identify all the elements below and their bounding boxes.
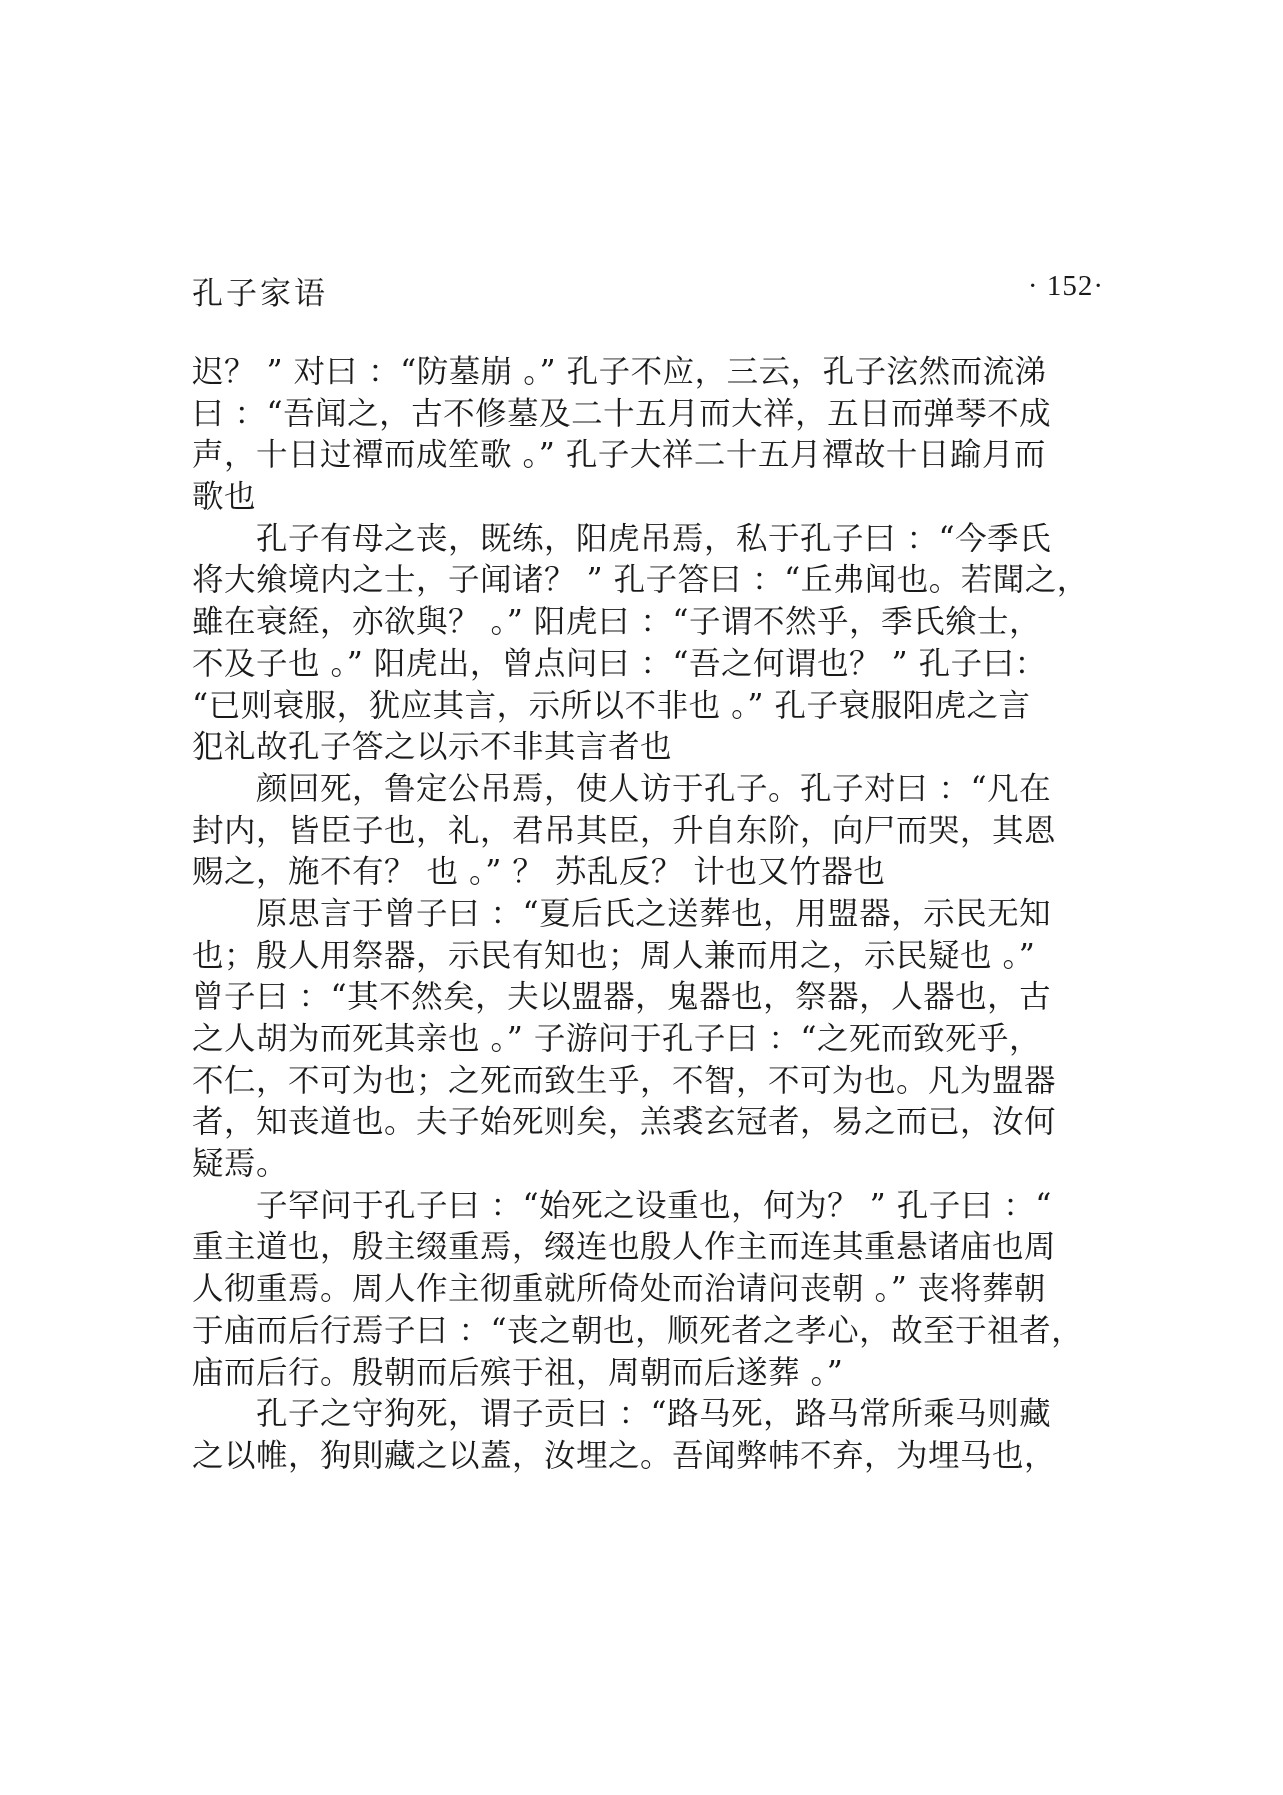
paragraph-first-line: 孔子之守狗死，谓子贡曰 ：“路马死，路马常所乘马则藏 (256, 1396, 1052, 1433)
text-line: 庙而后行。殷朝而后殡于祖，周朝而后遂葬 。” (192, 1354, 844, 1391)
text-line: “已则衰服，犹应其言，示所以不非也 。” 孔子衰服阳虎之言 (192, 687, 1031, 724)
text-line: 也；殷人用祭器，示民有知也；周人兼而用之，示民疑也 。” (192, 937, 1036, 974)
text-line: 迟？ ” 对曰 ：“防墓崩 。” 孔子不应，三云，孔子泫然而流涕 (192, 354, 1047, 390)
text-line: 不及子也 。” 阳虎出，曾点问曰 ：“吾之何谓也？ ” 孔子曰： (192, 645, 1047, 682)
text-line: 歌也 (192, 479, 257, 516)
text-line: 将大飨境内之士，子闻诸？ ” 孔子答曰 ：“丘弗闻也。若聞之， (192, 562, 1089, 599)
text-line: 声，十日过禫而成笙歌 。” 孔子大祥二十五月禫故十日踰月而 (192, 437, 1046, 474)
paragraph-first-line: 原思言于曾子曰 ：“夏后氏之送葬也，用盟器，示民无知 (256, 895, 1052, 932)
text-line: 曰 ：“吾闻之，古不修墓及二十五月而大祥，五日而弹琴不成 (192, 395, 1052, 432)
paragraph-first-line: 颜回死，鲁定公吊焉，使人访于孔子。孔子对曰 ：“凡在 (256, 770, 1052, 807)
text-line: 疑焉。 (192, 1146, 289, 1183)
text-line: 封内，皆臣子也，礼，君吊其臣，升自东阶，向尸而哭，其恩 (192, 812, 1057, 849)
text-line: 犯礼故孔子答之以示不非其言者也 (192, 729, 673, 766)
text-line: 不仁，不可为也；之死而致生乎，不智，不可为也。凡为盟器 (192, 1062, 1057, 1099)
paragraph-first-line: 孔子有母之丧，既练，阳虎吊焉，私于孔子曰 ：“今季氏 (256, 520, 1052, 557)
text-line: 人彻重焉。周人作主彻重就所倚处而治请问丧朝 。” 丧将葬朝 (192, 1271, 1046, 1308)
text-line: 于庙而后行焉子曰 ：“丧之朝也，顺死者之孝心，故至于祖者， (192, 1312, 1084, 1349)
paragraph-first-line: 子罕问于孔子曰 ：“始死之设重也，何为？ ” 孔子曰 ：“ (256, 1187, 1052, 1224)
book-title: 孔子家语 (192, 276, 328, 312)
page-header (192, 268, 1104, 314)
text-line: 者，知丧道也。夫子始死则矣，羔裘玄冠者，易之而已，汝何 (192, 1104, 1057, 1141)
text-line: 雖在衰絰，亦欲與？ 。” 阳虎曰 ：“子谓不然乎，季氏飨士， (192, 604, 1041, 641)
text-line: 重主道也，殷主缀重焉，缀连也殷人作主而连其重悬诸庙也周 (192, 1229, 1057, 1266)
text-body (192, 352, 1104, 1478)
text-line: 之以帷，狗則藏之以蓋，汝埋之。吾闻弊帏不弃，为埋马也， (192, 1437, 1057, 1474)
text-line: 之人胡为而死其亲也 。” 子游问于孔子曰 ：“之死而致死乎， (192, 1021, 1041, 1057)
page-number: · 152· (1027, 270, 1104, 302)
text-line: 赐之，施不有？ 也 。” ？ 苏乱反？ 计也又竹器也 (192, 854, 886, 891)
text-line: 曾子曰 ：“其不然矣，夫以盟器，鬼器也，祭器，人器也，古 (192, 979, 1052, 1016)
